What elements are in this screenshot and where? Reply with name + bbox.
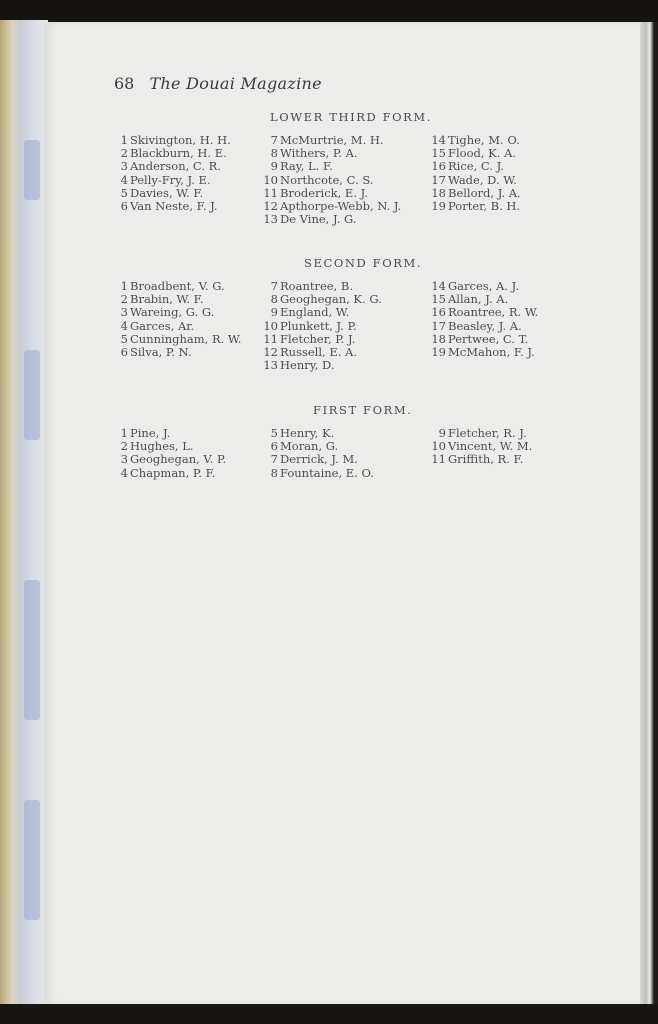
- pupil-number: 16: [431, 305, 446, 320]
- pupil-number: 8: [270, 146, 278, 161]
- pupil-number: 11: [263, 185, 278, 200]
- pupil-name: McMahon, F. J.: [448, 345, 535, 359]
- pupil-name: Pine, J.: [130, 426, 171, 440]
- pupil-name: Cunningham, R. W.: [130, 331, 242, 346]
- pupil-number: 9: [270, 305, 278, 320]
- pupil-number: 16: [431, 159, 446, 174]
- pupil-number: 6: [270, 439, 278, 454]
- pupil-name: Tighe, M. O.: [448, 133, 520, 147]
- pupil-number: 4: [120, 318, 128, 333]
- pupil-number: 5: [120, 185, 128, 200]
- pupil-number: 18: [431, 185, 446, 200]
- pupil-number: 13: [263, 212, 278, 227]
- pupil-name: Davies, W. F.: [130, 185, 204, 200]
- running-header: [114, 74, 322, 93]
- pupil-name: England, W.: [280, 305, 350, 320]
- pupil-name: Roantree, R. W.: [448, 305, 539, 320]
- pupil-name: Silva, P. N.: [130, 345, 192, 359]
- pupil-name: Vincent, W. M.: [448, 439, 533, 454]
- pupil-name: Northcote, C. S.: [280, 172, 374, 187]
- page-number: 68: [114, 74, 135, 93]
- pupil-name: Van Neste, F. J.: [130, 199, 218, 213]
- pupil-number: 12: [263, 199, 278, 213]
- pupil-name: Wareing, G. G.: [130, 305, 215, 320]
- pupil-number: 5: [270, 426, 278, 440]
- pupil-name: Henry, D.: [280, 358, 335, 373]
- pupil-name: Fletcher, R. J.: [448, 426, 527, 440]
- magazine-title: The Douai Magazine: [149, 74, 322, 93]
- gutter-stain: [24, 580, 40, 720]
- pupil-number: 10: [263, 318, 278, 333]
- pupil-name: Henry, K.: [280, 426, 335, 440]
- pupil-number: 17: [431, 172, 446, 187]
- pupil-number: 3: [120, 452, 128, 467]
- pupil-name: Chapman, P. F.: [130, 465, 216, 480]
- pupil-number: 4: [120, 172, 128, 187]
- pupil-number: 11: [263, 331, 278, 346]
- pupil-name: Blackburn, H. E.: [130, 146, 227, 161]
- pupil-number: 11: [431, 452, 446, 467]
- pupil-name: Rice, C. J.: [448, 159, 504, 174]
- pupil-number: 1: [120, 426, 128, 440]
- pupil-number: 15: [431, 292, 446, 307]
- pupil-number: 2: [120, 439, 128, 454]
- pupil-name: Moran, G.: [280, 439, 339, 454]
- pupil-number: 18: [431, 331, 446, 346]
- form-title: LOWER THIRD FORM.: [270, 110, 433, 124]
- pupil-name: Flood, K. A.: [448, 146, 517, 161]
- pupil-number: 5: [120, 331, 128, 346]
- pupil-name: Fletcher, P. J.: [280, 331, 356, 346]
- pupil-name: Hughes, L.: [130, 439, 194, 454]
- pupil-number: 4: [120, 465, 128, 480]
- pupil-number: 1: [120, 133, 128, 147]
- pupil-number: 19: [431, 345, 446, 359]
- gutter-stain: [24, 140, 40, 200]
- book-bottom-edge: [0, 1004, 658, 1024]
- pupil-name: Ray, L. F.: [280, 159, 333, 174]
- book-top-edge: [0, 0, 658, 22]
- pupil-number: 8: [270, 465, 278, 480]
- pupil-number: 6: [120, 199, 128, 213]
- pupil-number: 8: [270, 292, 278, 307]
- pupil-number: 14: [431, 279, 446, 293]
- pupil-number: 10: [431, 439, 446, 454]
- pupil-number: 9: [438, 426, 446, 440]
- pupil-number: 7: [270, 279, 278, 293]
- pupil-number: 9: [270, 159, 278, 174]
- pupil-number: 7: [270, 452, 278, 467]
- gutter-stain: [24, 800, 40, 920]
- pupil-name: Broadbent, V. G.: [130, 279, 225, 293]
- pupil-name: Garces, Ar.: [130, 318, 195, 333]
- pupil-name: Skivington, H. H.: [130, 133, 231, 147]
- pupil-number: 7: [270, 133, 278, 147]
- pupil-number: 12: [263, 345, 278, 359]
- pupil-name: Fountaine, E. O.: [280, 465, 374, 480]
- form-title: SECOND FORM.: [304, 256, 423, 270]
- pupil-name: Bellord, J. A.: [448, 185, 521, 200]
- pupil-name: Russell, E. A.: [280, 345, 358, 359]
- pupil-name: Roantree, B.: [280, 279, 353, 293]
- pupil-name: Porter, B. H.: [448, 199, 521, 213]
- pupil-number: 10: [263, 172, 278, 187]
- pupil-number: 3: [120, 159, 128, 174]
- pupil-name: Broderick, E. J.: [280, 185, 369, 200]
- pupil-number: 2: [120, 146, 128, 161]
- pupil-name: Garces, A. J.: [448, 279, 519, 293]
- pupil-name: Geoghegan, V. P.: [130, 452, 227, 467]
- pupil-number: 3: [120, 305, 128, 320]
- pupil-number: 6: [120, 345, 128, 359]
- pupil-number: 1: [120, 279, 128, 293]
- pupil-name: Apthorpe-Webb, N. J.: [280, 199, 402, 213]
- pupil-number: 2: [120, 292, 128, 307]
- pupil-name: Pertwee, C. T.: [448, 331, 529, 346]
- pupil-number: 15: [431, 146, 446, 161]
- book-right-edge: [640, 22, 658, 1006]
- pupil-name: Derrick, J. M.: [280, 452, 358, 467]
- pupil-name: Wade, D. W.: [448, 172, 517, 187]
- pupil-number: 17: [431, 318, 446, 333]
- pupil-number: 19: [431, 199, 446, 213]
- pupil-name: Anderson, C. R.: [130, 159, 221, 174]
- book-gutter: [0, 20, 48, 1008]
- pupil-name: Brabin, W. F.: [130, 292, 204, 307]
- pupil-name: Geoghegan, K. G.: [280, 292, 382, 307]
- pupil-name: Withers, P. A.: [280, 146, 358, 161]
- pupil-name: De Vine, J. G.: [280, 212, 357, 227]
- form-title: FIRST FORM.: [313, 403, 413, 417]
- pupil-name: Beasley, J. A.: [448, 318, 522, 333]
- pupil-name: Pelly-Fry, J. E.: [130, 172, 211, 187]
- pupil-name: McMurtrie, M. H.: [280, 133, 384, 147]
- pupil-name: Griffith, R. F.: [448, 452, 524, 467]
- gutter-stain: [24, 350, 40, 440]
- pupil-number: 14: [431, 133, 446, 147]
- pupil-number: 13: [263, 358, 278, 373]
- pupil-name: Plunkett, J. P.: [280, 318, 357, 333]
- pupil-name: Allan, J. A.: [448, 292, 509, 307]
